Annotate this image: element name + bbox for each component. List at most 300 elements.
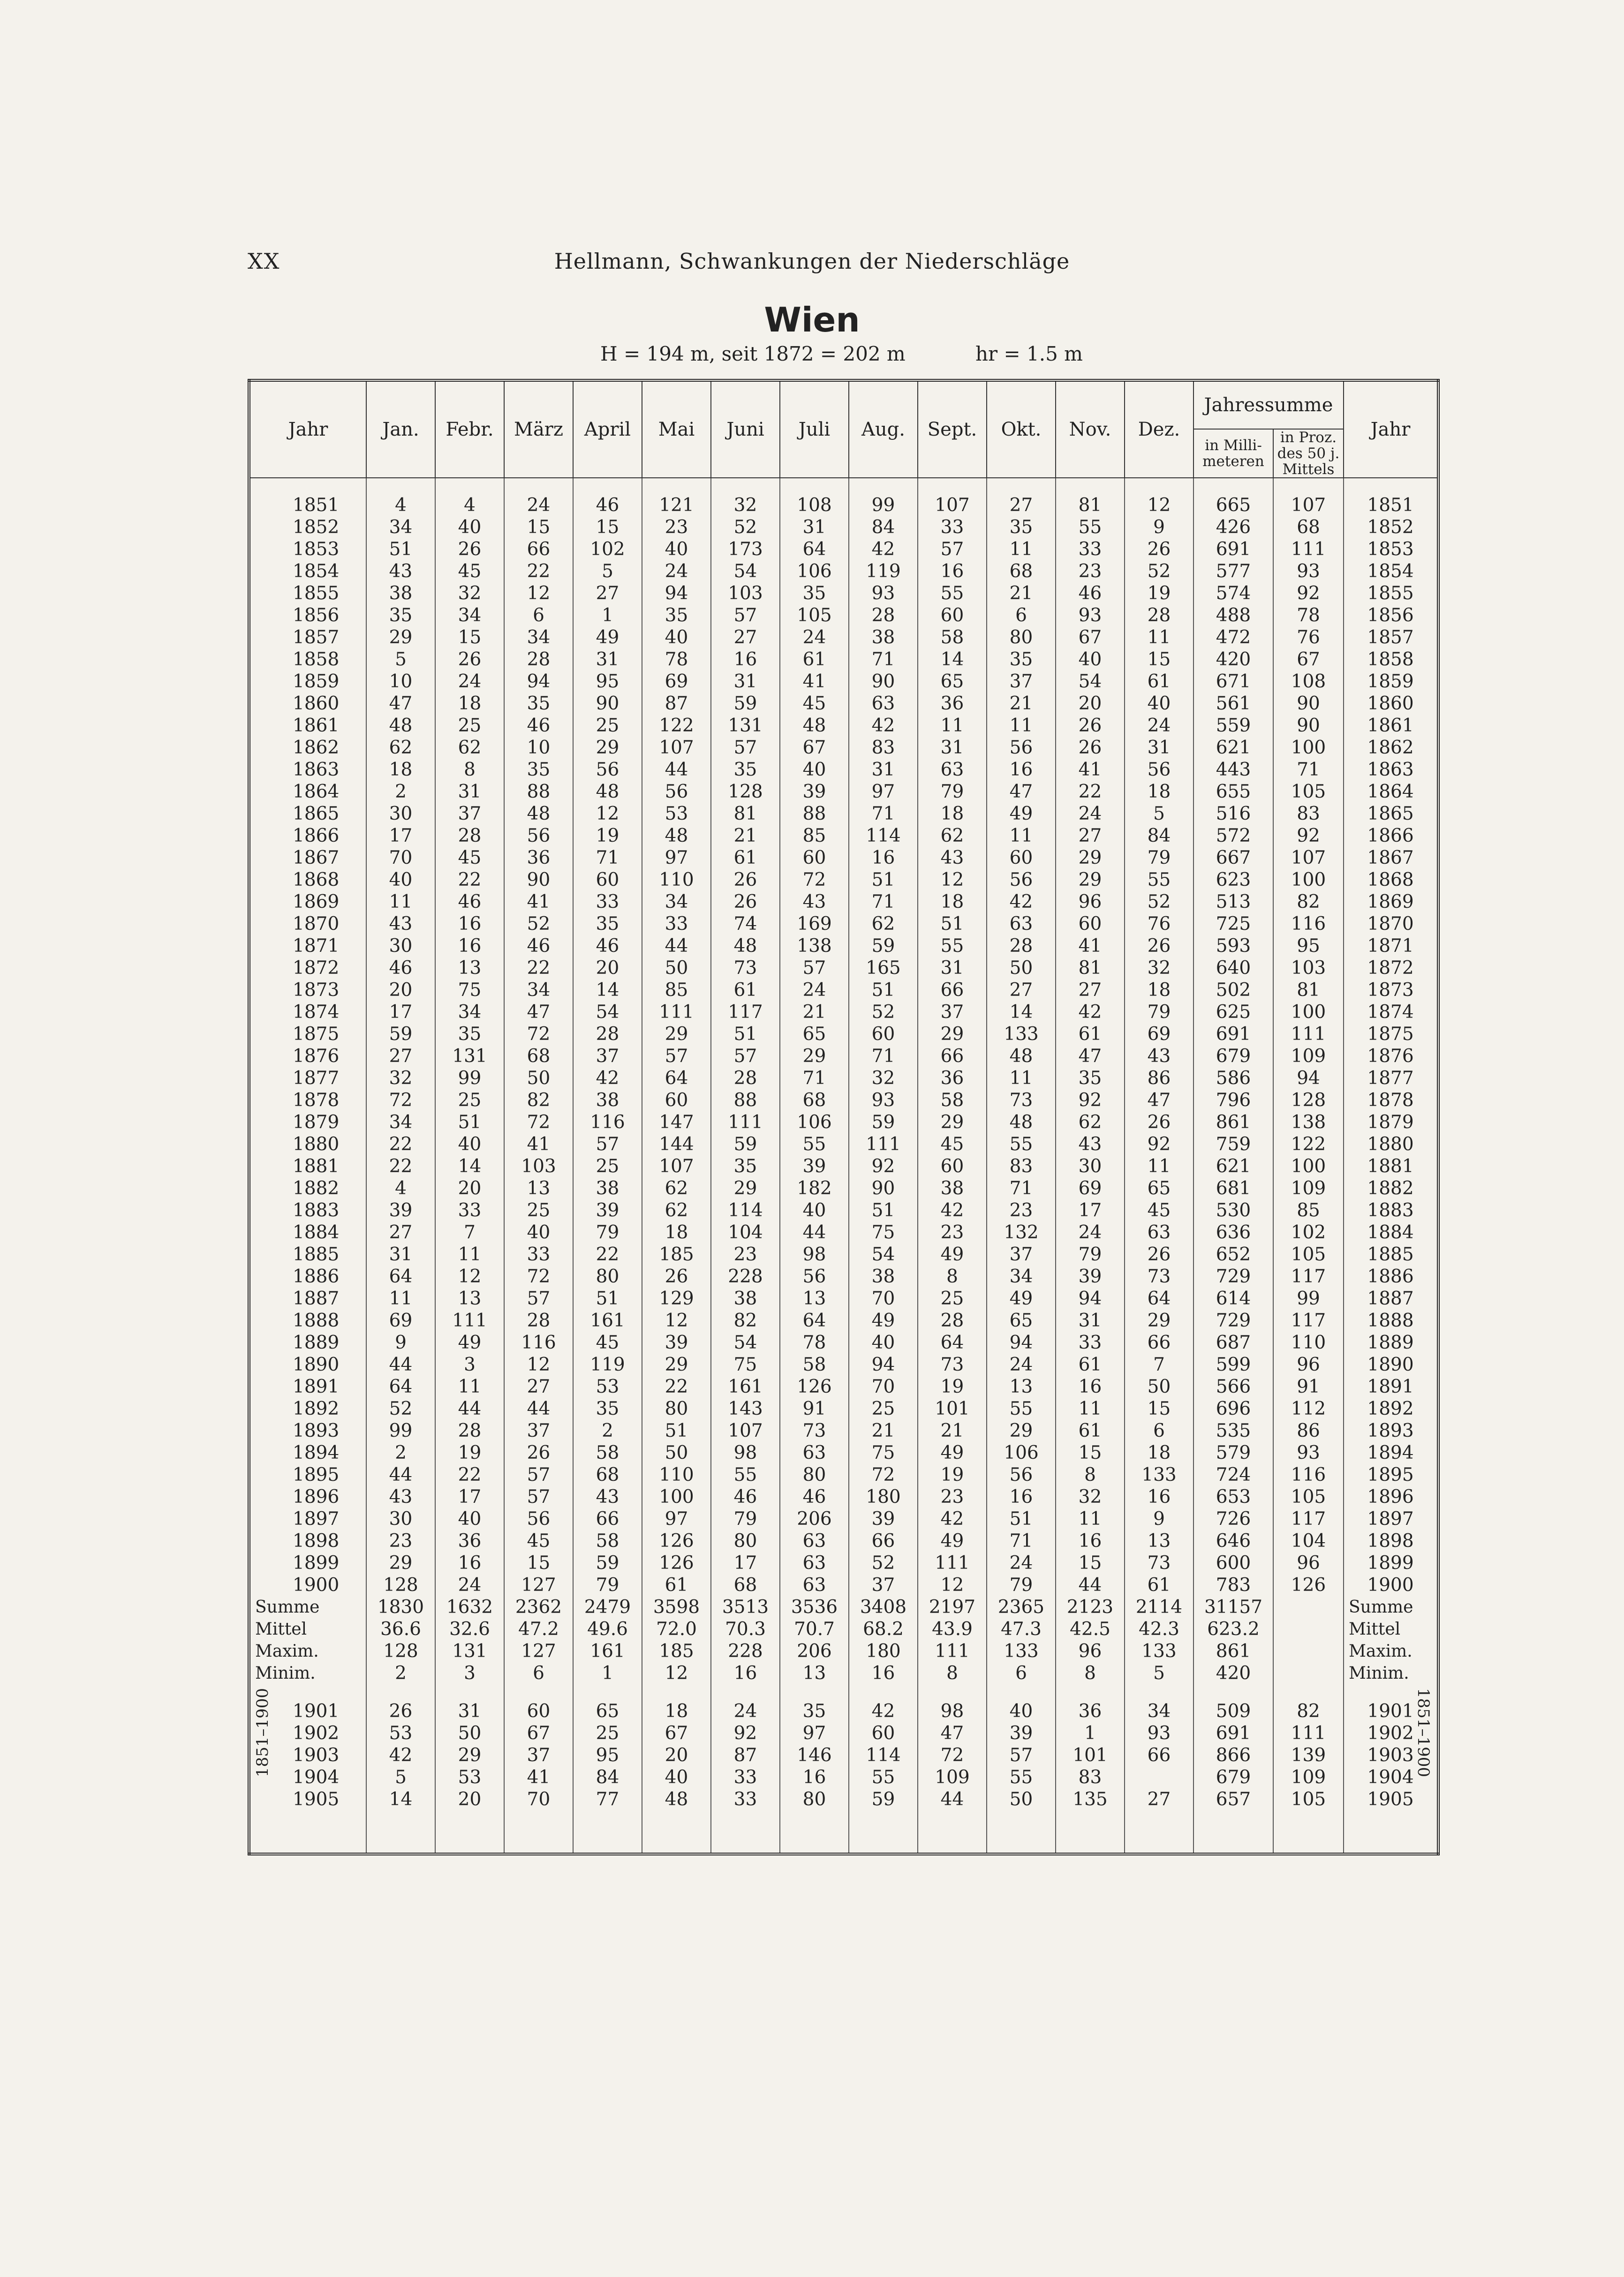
value-cell: 80 (987, 626, 1056, 648)
value-cell: 50 (504, 1067, 573, 1089)
value-cell: 60 (573, 869, 642, 891)
table-row (249, 1045, 1438, 1067)
value-cell: 50 (1125, 1376, 1193, 1398)
value-cell: 29 (1056, 847, 1125, 869)
value-cell: 99 (366, 1420, 435, 1442)
value-cell: 31 (1056, 1310, 1125, 1332)
col-month-header: Sept. (918, 380, 987, 478)
table-row (249, 1221, 1438, 1244)
value-cell: 20 (435, 1788, 504, 1810)
value-cell: 24 (780, 626, 849, 648)
value-cell: 12 (573, 803, 642, 825)
value-cell: 26 (366, 1700, 435, 1722)
value-cell: 646 (1193, 1530, 1273, 1552)
value-cell: 36 (918, 693, 987, 715)
spacer-row (249, 478, 1438, 494)
value-cell: 30 (366, 935, 435, 957)
value-cell: 22 (366, 1155, 435, 1177)
value-cell: 52 (849, 1552, 918, 1574)
value-cell: 50 (987, 957, 1056, 979)
value-cell: 51 (435, 1111, 504, 1133)
value-cell: 26 (504, 1442, 573, 1464)
value-cell: 110 (642, 1464, 711, 1486)
col-month-header: Dez. (1125, 380, 1193, 478)
value-cell: 143 (711, 1398, 780, 1420)
value-cell: 24 (435, 671, 504, 693)
value-cell: 90 (1273, 715, 1344, 737)
value-cell: 55 (711, 1464, 780, 1486)
spacer-cell (1056, 1684, 1125, 1700)
table-row (249, 1354, 1438, 1376)
value-cell: 63 (780, 1574, 849, 1596)
value-cell: 31 (918, 737, 987, 759)
running-head: Hellmann, Schwankungen der Niederschläge (554, 249, 1070, 274)
spacer-cell (711, 1684, 780, 1700)
table-row (249, 538, 1438, 560)
spacer-cell (366, 478, 435, 494)
value-cell: 46 (504, 715, 573, 737)
value-cell: 67 (780, 737, 849, 759)
table-row (249, 737, 1438, 759)
value-cell: 11 (918, 715, 987, 737)
value-cell: 45 (1125, 1199, 1193, 1221)
value-cell: 93 (1273, 1442, 1344, 1464)
value-cell: 652 (1193, 1244, 1273, 1266)
value-cell: 69 (1056, 1177, 1125, 1199)
value-cell: 114 (711, 1199, 780, 1221)
value-cell: 11 (1056, 1508, 1125, 1530)
value-cell: 94 (504, 671, 573, 693)
year-right-cell: Summe (1344, 1596, 1438, 1618)
value-cell: 593 (1193, 935, 1273, 957)
value-cell: 66 (504, 538, 573, 560)
value-cell: 579 (1193, 1442, 1273, 1464)
value-cell: 81 (711, 803, 780, 825)
value-cell: 58 (780, 1354, 849, 1376)
year-cell: 1888 (249, 1310, 366, 1332)
value-cell: 29 (435, 1744, 504, 1766)
value-cell: 866 (1193, 1744, 1273, 1766)
value-cell: 56 (987, 1464, 1056, 1486)
value-cell: 60 (504, 1700, 573, 1722)
value-cell: 516 (1193, 803, 1273, 825)
value-cell: 32 (1125, 957, 1193, 979)
col-month-header: Mai (642, 380, 711, 478)
value-cell: 27 (987, 494, 1056, 516)
table-row (249, 1464, 1438, 1486)
value-cell: 11 (987, 538, 1056, 560)
value-cell: 40 (1056, 648, 1125, 671)
value-cell: 61 (780, 648, 849, 671)
year-cell: 1871 (249, 935, 366, 957)
col-month-header: Febr. (435, 380, 504, 478)
value-cell: 2 (366, 781, 435, 803)
value-cell: 48 (366, 715, 435, 737)
value-cell: 44 (366, 1464, 435, 1486)
value-cell: 59 (711, 1133, 780, 1155)
value-cell: 70 (849, 1288, 918, 1310)
value-cell: 106 (987, 1442, 1056, 1464)
value-cell: 14 (366, 1788, 435, 1810)
value-cell: 32 (711, 494, 780, 516)
value-cell: 16 (1056, 1530, 1125, 1552)
value-cell: 21 (849, 1420, 918, 1442)
value-cell: 12 (918, 1574, 987, 1596)
value-cell: 79 (711, 1508, 780, 1530)
value-cell: 5 (1125, 803, 1193, 825)
value-cell: 28 (918, 1310, 987, 1332)
value-cell: 147 (642, 1111, 711, 1133)
value-cell: 27 (711, 626, 780, 648)
value-cell: 75 (711, 1354, 780, 1376)
spacer-cell (642, 1810, 711, 1854)
value-cell: 49 (573, 626, 642, 648)
value-cell: 24 (1056, 1221, 1125, 1244)
value-cell: 39 (987, 1722, 1056, 1744)
value-cell: 26 (435, 648, 504, 671)
year-right-cell: 1864 (1344, 781, 1438, 803)
value-cell: 5 (366, 1766, 435, 1788)
value-cell: 35 (642, 604, 711, 626)
year-right-cell: 1859 (1344, 671, 1438, 693)
value-cell: 45 (435, 847, 504, 869)
year-cell: 1858 (249, 648, 366, 671)
value-cell: 40 (849, 1332, 918, 1354)
year-right-cell: 1878 (1344, 1089, 1438, 1111)
value-cell: 44 (642, 759, 711, 781)
value-cell: 665 (1193, 494, 1273, 516)
value-cell: 25 (918, 1288, 987, 1310)
value-cell: 43 (918, 847, 987, 869)
table-row (249, 869, 1438, 891)
value-cell: 8 (918, 1266, 987, 1288)
value-cell: 67 (642, 1722, 711, 1744)
value-cell: 32 (849, 1067, 918, 1089)
value-cell: 76 (1125, 913, 1193, 935)
value-cell: 116 (1273, 913, 1344, 935)
value-cell: 726 (1193, 1508, 1273, 1530)
year-right-cell: Maxim. (1344, 1640, 1438, 1662)
value-cell: 18 (1125, 1442, 1193, 1464)
station-title: Wien (764, 300, 860, 339)
value-cell: 42 (573, 1067, 642, 1089)
value-cell: 24 (780, 979, 849, 1001)
value-cell: 83 (1273, 803, 1344, 825)
value-cell: 20 (573, 957, 642, 979)
value-cell: 146 (780, 1744, 849, 1766)
value-cell: 9 (366, 1332, 435, 1354)
value-cell: 66 (849, 1530, 918, 1552)
value-cell: 23 (1056, 560, 1125, 582)
value-cell: 139 (1273, 1744, 1344, 1766)
value-cell: 64 (366, 1266, 435, 1288)
value-cell: 54 (711, 1332, 780, 1354)
year-cell: 1887 (249, 1288, 366, 1310)
value-cell: 17 (1056, 1199, 1125, 1221)
value-cell: 34 (504, 626, 573, 648)
value-cell: 161 (573, 1640, 642, 1662)
value-cell: 3 (435, 1354, 504, 1376)
value-cell: 72 (780, 869, 849, 891)
year-cell: 1859 (249, 671, 366, 693)
value-cell: 55 (780, 1133, 849, 1155)
spacer-cell (1125, 478, 1193, 494)
value-cell: 36.6 (366, 1618, 435, 1640)
value-cell: 13 (780, 1288, 849, 1310)
year-right-cell: 1877 (1344, 1067, 1438, 1089)
year-right-cell: 1876 (1344, 1045, 1438, 1067)
value-cell: 105 (1273, 1788, 1344, 1810)
value-cell: 22 (435, 1464, 504, 1486)
value-cell: 55 (849, 1766, 918, 1788)
value-cell: 46 (780, 1486, 849, 1508)
value-cell: 24 (1125, 715, 1193, 737)
value-cell: 51 (987, 1508, 1056, 1530)
value-cell: 133 (1125, 1464, 1193, 1486)
value-cell: 90 (573, 693, 642, 715)
year-right-cell: 1880 (1344, 1133, 1438, 1155)
value-cell: 27 (1125, 1788, 1193, 1810)
value-cell: 18 (1125, 979, 1193, 1001)
value-cell: 62 (642, 1199, 711, 1221)
year-cell: 1853 (249, 538, 366, 560)
value-cell: 85 (780, 825, 849, 847)
value-cell: 64 (366, 1376, 435, 1398)
value-cell: 70 (849, 1376, 918, 1398)
station-elevation: H = 194 m, seit 1872 = 202 m (600, 342, 906, 365)
year-cell: 1889 (249, 1332, 366, 1354)
value-cell: 51 (366, 538, 435, 560)
value-cell: 39 (1056, 1266, 1125, 1288)
year-cell: 1892 (249, 1398, 366, 1420)
value-cell: 42.5 (1056, 1618, 1125, 1640)
value-cell: 36 (504, 847, 573, 869)
year-cell: 1866 (249, 825, 366, 847)
value-cell: 71 (849, 891, 918, 913)
table-row (249, 1552, 1438, 1574)
value-cell: 40 (366, 869, 435, 891)
value-cell: 535 (1193, 1420, 1273, 1442)
value-cell: 29 (1056, 869, 1125, 891)
year-right-cell: 1860 (1344, 693, 1438, 715)
value-cell: 18 (918, 803, 987, 825)
value-cell: 182 (780, 1177, 849, 1199)
value-cell: 861 (1193, 1111, 1273, 1133)
value-cell: 70 (504, 1788, 573, 1810)
value-cell: 84 (1125, 825, 1193, 847)
value-cell: 12 (642, 1662, 711, 1684)
year-cell: 1862 (249, 737, 366, 759)
spacer-cell (1125, 1684, 1193, 1700)
spacer-cell (1344, 1810, 1438, 1854)
year-cell: 1878 (249, 1089, 366, 1111)
value-cell: 35 (435, 1023, 504, 1045)
table-row (249, 759, 1438, 781)
value-cell: 60 (987, 847, 1056, 869)
value-cell: 52 (504, 913, 573, 935)
year-cell: 1869 (249, 891, 366, 913)
value-cell: 8 (918, 1662, 987, 1684)
value-cell: 60 (918, 1155, 987, 1177)
value-cell: 783 (1193, 1574, 1273, 1596)
value-cell: 18 (642, 1221, 711, 1244)
value-cell: 19 (435, 1442, 504, 1464)
value-cell: 49 (849, 1310, 918, 1332)
value-cell: 73 (1125, 1552, 1193, 1574)
value-cell: 472 (1193, 626, 1273, 648)
spacer-cell (849, 1684, 918, 1700)
value-cell: 161 (573, 1310, 642, 1332)
value-cell: 39 (573, 1199, 642, 1221)
value-cell: 111 (918, 1552, 987, 1574)
col-month-header: Aug. (849, 380, 918, 478)
value-cell: 36 (1056, 1700, 1125, 1722)
value-cell: 66 (1125, 1744, 1193, 1766)
spacer-cell (849, 478, 918, 494)
value-cell: 16 (435, 935, 504, 957)
value-cell: 22 (573, 1244, 642, 1266)
value-cell: 96 (1273, 1354, 1344, 1376)
value-cell: 40 (504, 1221, 573, 1244)
value-cell: 62 (642, 1177, 711, 1199)
value-cell: 4 (366, 1177, 435, 1199)
value-cell: 21 (987, 693, 1056, 715)
value-cell: 6 (987, 1662, 1056, 1684)
value-cell: 133 (987, 1640, 1056, 1662)
value-cell: 502 (1193, 979, 1273, 1001)
value-cell: 94 (849, 1354, 918, 1376)
value-cell: 57 (711, 604, 780, 626)
value-cell: 96 (1273, 1552, 1344, 1574)
value-cell: 8 (435, 759, 504, 781)
value-cell: 13 (780, 1662, 849, 1684)
value-cell: 11 (987, 825, 1056, 847)
value-cell: 82 (711, 1310, 780, 1332)
value-cell: 128 (1273, 1089, 1344, 1111)
value-cell: 4 (366, 494, 435, 516)
value-cell: 72 (918, 1744, 987, 1766)
value-cell: 11 (435, 1244, 504, 1266)
year-cell: 1880 (249, 1133, 366, 1155)
table-row (249, 1420, 1438, 1442)
value-cell: 71 (573, 847, 642, 869)
value-cell: 66 (573, 1508, 642, 1530)
value-cell: 126 (642, 1552, 711, 1574)
value-cell: 37 (987, 671, 1056, 693)
table-row (249, 781, 1438, 803)
value-cell: 99 (1273, 1288, 1344, 1310)
spacer-cell (1125, 1810, 1193, 1854)
value-cell: 64 (918, 1332, 987, 1354)
value-cell: 79 (1125, 847, 1193, 869)
value-cell: 679 (1193, 1766, 1273, 1788)
value-cell: 25 (573, 715, 642, 737)
value-cell: 24 (435, 1574, 504, 1596)
value-cell: 14 (435, 1155, 504, 1177)
value-cell: 25 (849, 1398, 918, 1420)
col-month-header: Jan. (366, 380, 435, 478)
value-cell: 8 (1056, 1464, 1125, 1486)
value-cell: 34 (504, 979, 573, 1001)
value-cell: 15 (435, 626, 504, 648)
value-cell: 691 (1193, 1722, 1273, 1744)
table-row (249, 1332, 1438, 1354)
value-cell: 91 (780, 1398, 849, 1420)
value-cell: 42 (366, 1744, 435, 1766)
value-cell: 33 (918, 516, 987, 538)
value-cell: 35 (780, 1700, 849, 1722)
value-cell: 71 (849, 648, 918, 671)
value-cell: 1632 (435, 1596, 504, 1618)
table-row (249, 1155, 1438, 1177)
value-cell: 79 (573, 1574, 642, 1596)
value-cell: 27 (504, 1376, 573, 1398)
value-cell: 57 (780, 957, 849, 979)
value-cell: 92 (1273, 825, 1344, 847)
value-cell: 35 (711, 759, 780, 781)
value-cell: 41 (504, 1766, 573, 1788)
spacer-row (249, 1810, 1438, 1854)
value-cell: 59 (573, 1552, 642, 1574)
value-cell: 59 (366, 1023, 435, 1045)
value-cell: 81 (1273, 979, 1344, 1001)
value-cell: 25 (435, 1089, 504, 1111)
value-cell: 46 (1056, 582, 1125, 604)
col-year-header: Jahr (249, 380, 366, 478)
value-cell: 42 (849, 715, 918, 737)
value-cell: 35 (504, 759, 573, 781)
value-cell: 19 (573, 825, 642, 847)
value-cell: 88 (711, 1089, 780, 1111)
value-cell: 53 (573, 1376, 642, 1398)
spacer-cell (780, 1684, 849, 1700)
value-cell: 107 (1273, 847, 1344, 869)
value-cell: 16 (987, 1486, 1056, 1508)
year-cell: 1894 (249, 1442, 366, 1464)
year-cell: 1874 (249, 1001, 366, 1023)
value-cell: 16 (1056, 1376, 1125, 1398)
value-cell: 33 (504, 1244, 573, 1266)
value-cell: 2123 (1056, 1596, 1125, 1618)
value-cell: 40 (435, 516, 504, 538)
value-cell: 80 (642, 1398, 711, 1420)
value-cell: 24 (987, 1552, 1056, 1574)
value-cell: 49 (987, 1288, 1056, 1310)
value-cell: 42 (849, 1700, 918, 1722)
table-row (249, 1376, 1438, 1398)
year-cell: 1875 (249, 1023, 366, 1045)
year-right-cell: 1898 (1344, 1530, 1438, 1552)
value-cell: 46 (573, 935, 642, 957)
value-cell: 109 (918, 1766, 987, 1788)
year-cell: 1868 (249, 869, 366, 891)
value-cell: 169 (780, 913, 849, 935)
value-cell: 87 (711, 1744, 780, 1766)
value-cell: 29 (918, 1023, 987, 1045)
value-cell: 131 (435, 1045, 504, 1067)
value-cell: 64 (642, 1067, 711, 1089)
value-cell: 66 (1125, 1332, 1193, 1354)
value-cell: 93 (1056, 604, 1125, 626)
value-cell: 640 (1193, 957, 1273, 979)
value-cell: 29 (573, 737, 642, 759)
value-cell: 42 (918, 1199, 987, 1221)
value-cell: 47 (1125, 1089, 1193, 1111)
value-cell: 31 (918, 957, 987, 979)
value-cell: 60 (780, 847, 849, 869)
value-cell: 72 (504, 1023, 573, 1045)
value-cell: 4 (435, 494, 504, 516)
